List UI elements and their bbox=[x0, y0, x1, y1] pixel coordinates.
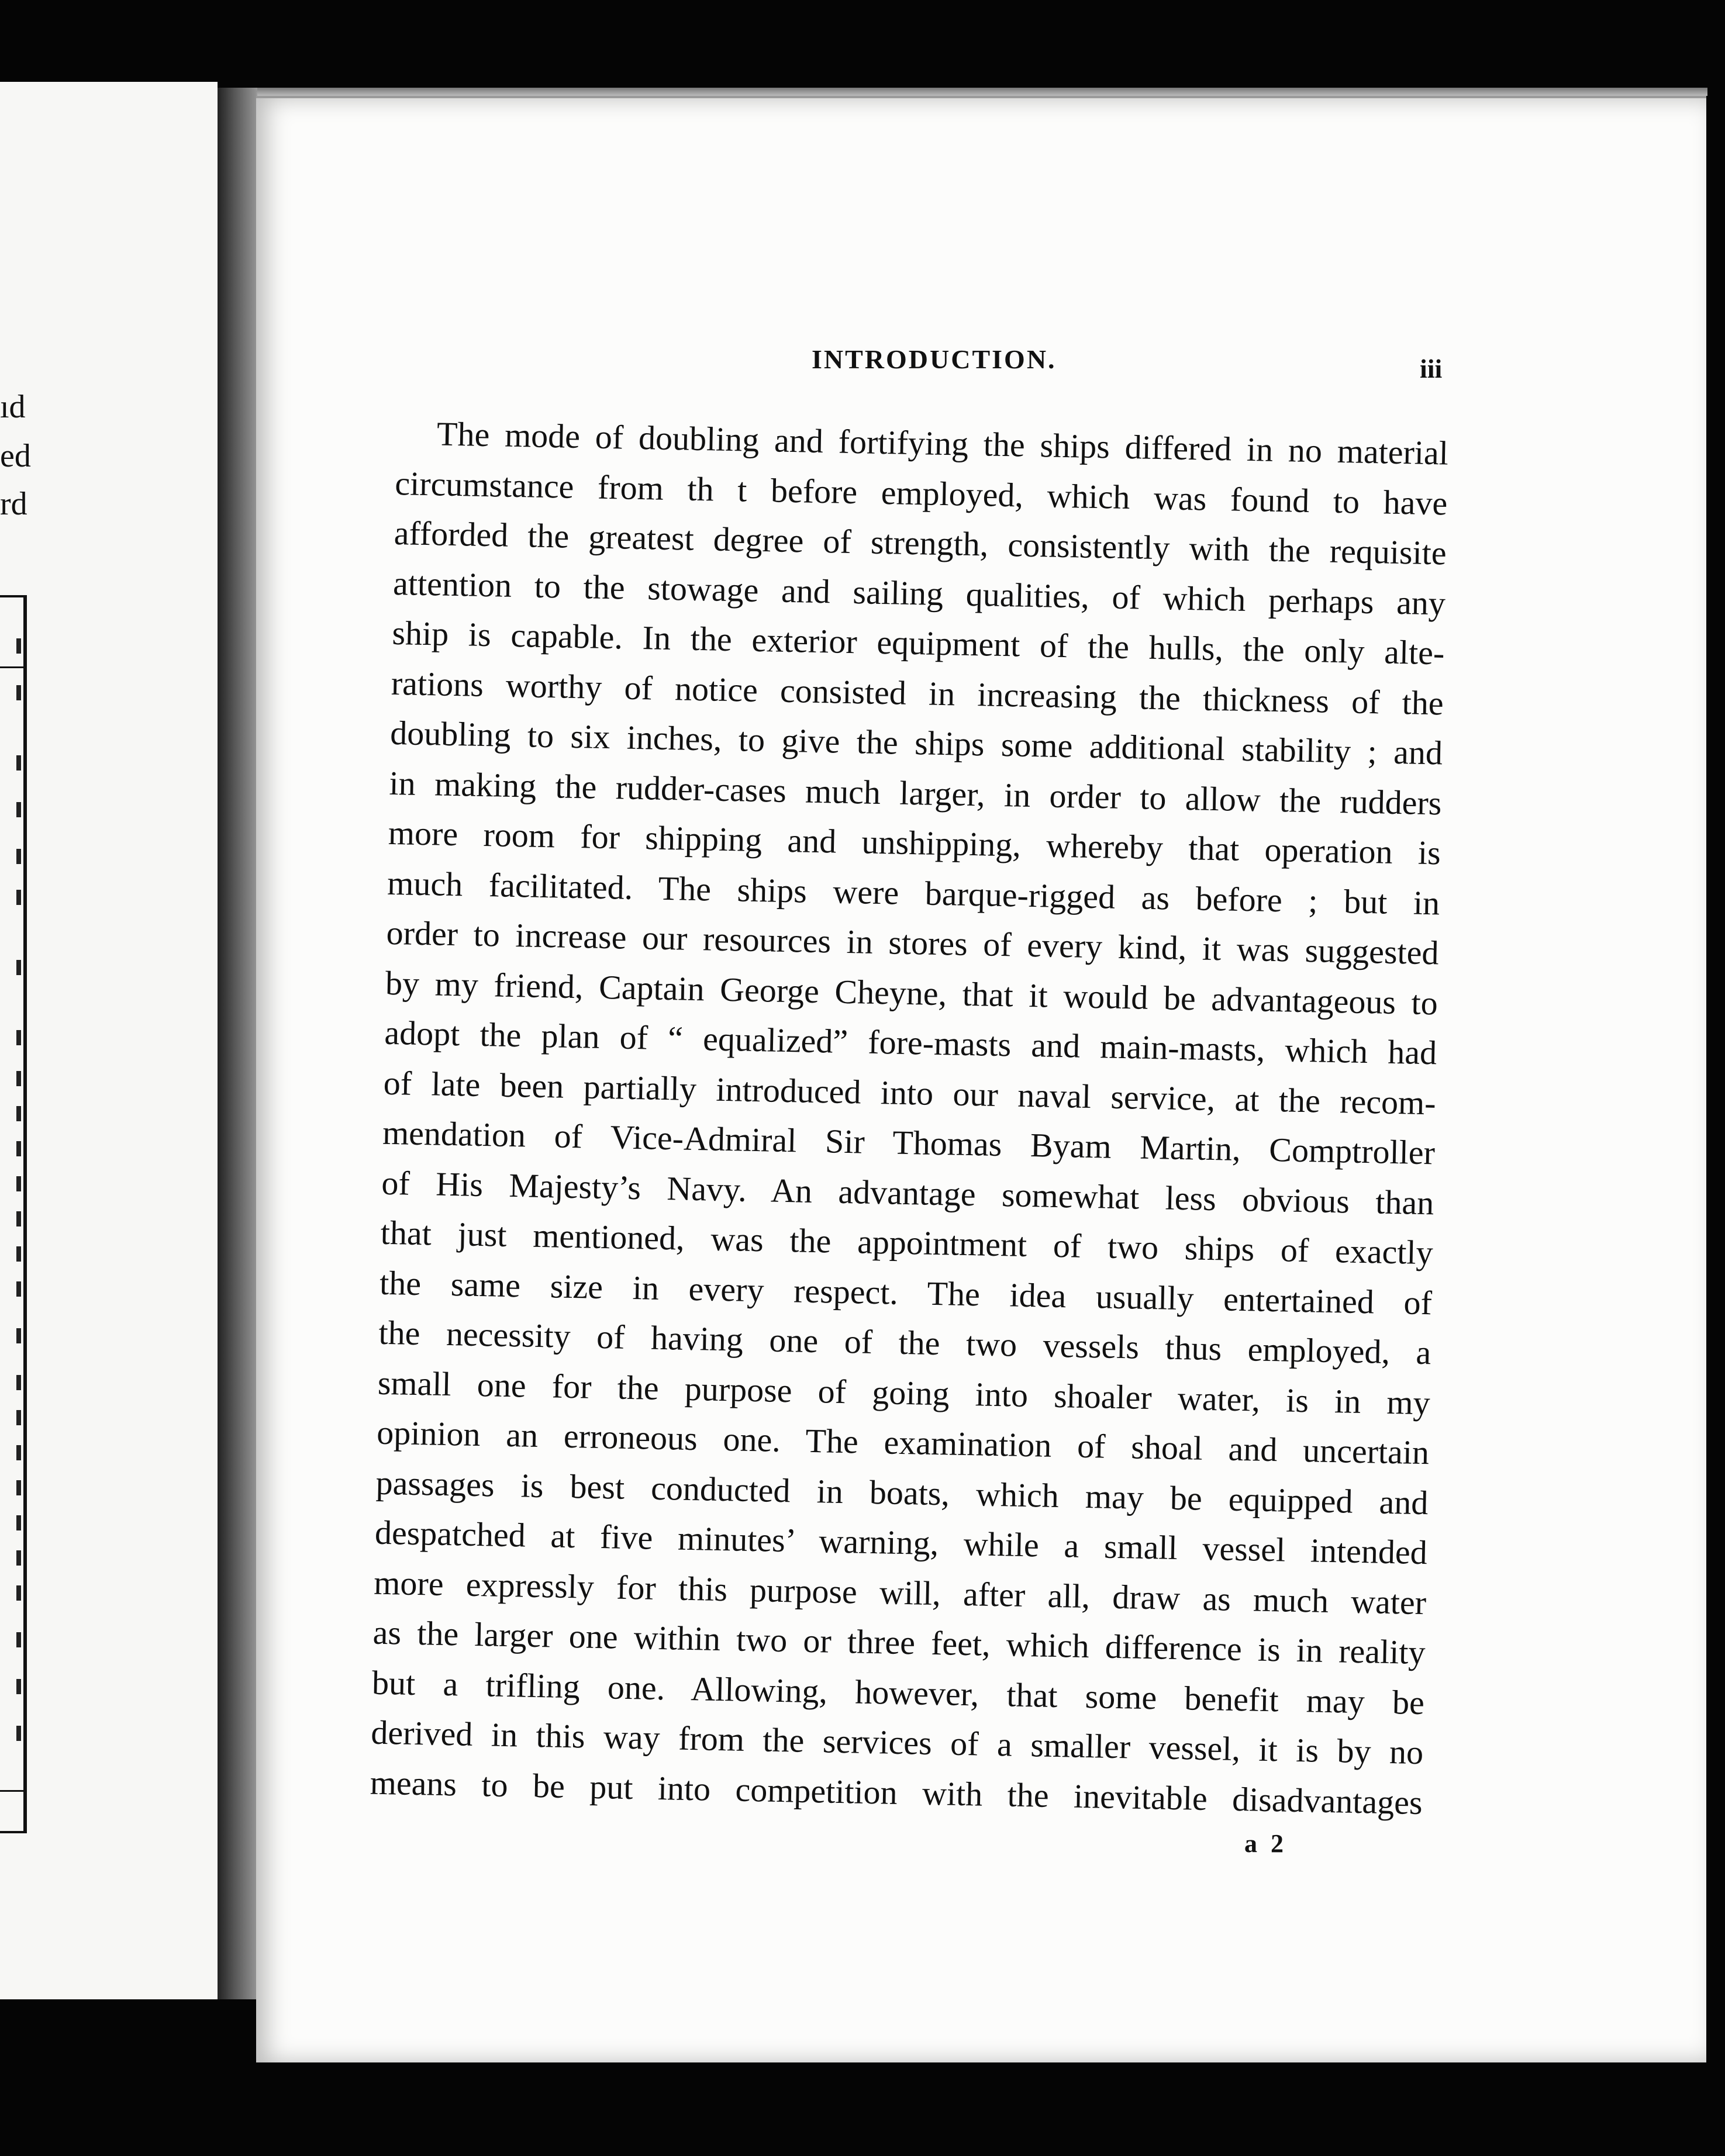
signature-mark: a 2 bbox=[1244, 1829, 1287, 1858]
text-line: passages is best conducted in boats, which may be equipped and bbox=[375, 1463, 1429, 1522]
text-line: opinion an erroneous one. The examination of shoal and uncertain bbox=[376, 1413, 1430, 1472]
text-line: derived in this way from the services of a smaller vessel, it is by no bbox=[370, 1713, 1424, 1772]
text-line: much facilitated. The ships were barque-rigged as before ; but in bbox=[387, 863, 1440, 922]
text-line: adopt the plan of “ equalized” fore-masts and main-masts, which had bbox=[384, 1013, 1437, 1072]
text-line: afforded the greatest degree of strength, consistently with the requisite bbox=[394, 513, 1447, 572]
text-line: in making the rudder-cases much larger, in order to allow the rudders bbox=[389, 763, 1442, 822]
text-line: as the larger one within two or three feet, which difference is in reality bbox=[372, 1613, 1426, 1672]
text-line: more expressly for this purpose will, after all, draw as much water bbox=[373, 1563, 1427, 1622]
text-line: order to increase our resources in stores of every kind, it was suggested bbox=[386, 913, 1440, 972]
text-line: ship is capable. In the exterior equipment of the hulls, the only alte- bbox=[391, 613, 1445, 672]
text-line: by my friend, Captain George Cheyne, that it would be advantageous to bbox=[385, 963, 1438, 1022]
body-paragraph bbox=[370, 408, 1449, 1827]
text-line: despatched at five minutes’ warning, while a small vessel intended bbox=[374, 1513, 1428, 1572]
facing-page bbox=[0, 82, 218, 1999]
book-page bbox=[256, 92, 1706, 2062]
running-head bbox=[256, 344, 1706, 391]
text-line: mendation of Vice-Admiral Sir Thomas Byam Martin, Comptroller bbox=[382, 1113, 1436, 1172]
text-line: of His Majesty’s Navy. An advantage somewhat less obvious than bbox=[381, 1163, 1434, 1222]
facing-page-fragment: ed bbox=[0, 438, 31, 474]
text-line: of late been partially introduced into our naval service, at the recom- bbox=[383, 1063, 1437, 1122]
facing-page-table-edge bbox=[0, 595, 27, 1833]
text-line: the necessity of having one of the two vessels thus employed, a bbox=[378, 1313, 1431, 1372]
text-line: small one for the purpose of going into shoaler water, is in my bbox=[377, 1363, 1431, 1422]
book-gutter-shadow bbox=[218, 88, 258, 1999]
text-line: but a trifling one. Allowing, however, that some benefit may be bbox=[371, 1663, 1425, 1722]
facing-page-fragment: rd bbox=[0, 486, 27, 522]
text-line: doubling to six inches, to give the ships some additional stability ; and bbox=[389, 713, 1443, 772]
text-line: The mode of doubling and fortifying the ships differed in no material bbox=[436, 414, 1449, 472]
text-line: rations worthy of notice consisted in increasing the thickness of the bbox=[391, 664, 1444, 722]
text-line: that just mentioned, was the appointment of two ships of exactly bbox=[380, 1213, 1434, 1272]
text-line: means to be put into competition with the inevitable disadvantages bbox=[370, 1763, 1423, 1822]
running-title: INTRODUCTION. bbox=[812, 344, 1057, 374]
text-line: the same size in every respect. The idea usually entertained of bbox=[379, 1263, 1433, 1322]
page-number: iii bbox=[1420, 354, 1443, 383]
text-line: attention to the stowage and sailing qualities, of which perhaps any bbox=[392, 564, 1446, 622]
text-line: circumstance from th t before employed, which was found to have bbox=[394, 464, 1448, 523]
facing-page-fragment: ıd bbox=[0, 389, 26, 425]
page-top-edge bbox=[257, 88, 1707, 96]
text-line: more room for shipping and unshipping, whereby that operation is bbox=[388, 813, 1441, 872]
